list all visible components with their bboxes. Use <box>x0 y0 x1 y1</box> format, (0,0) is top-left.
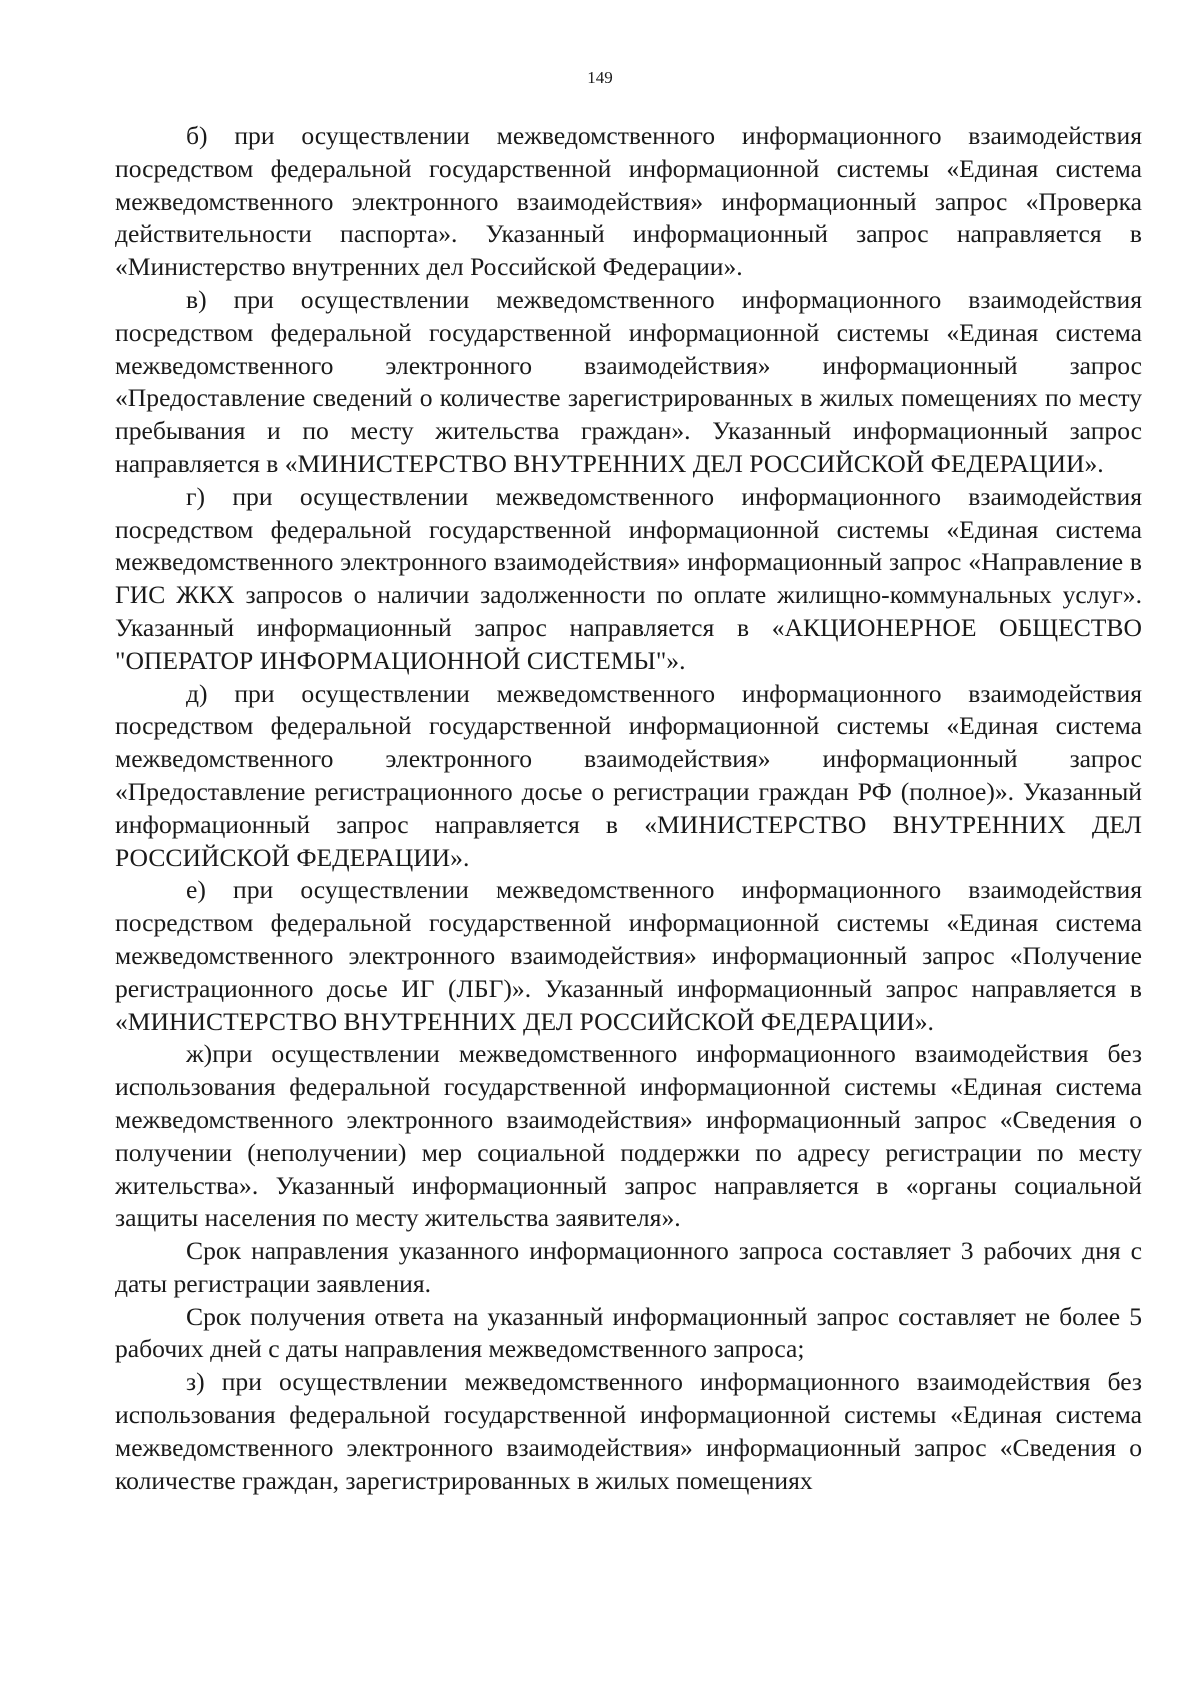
paragraph-d-registration-dossier: д) при осуществлении межведомственного информационного взаимодействия посредством федеральной государственной информационной системы «Единая система межведомственного электронного взаимодействия» информационный запрос «Предоставление регистрационного досье о регистрации граждан РФ (полное)». Указанный информационный запрос направляется в «МИНИСТЕРСТВО ВНУТРЕННИХ ДЕЛ РОССИЙСКОЙ ФЕДЕРАЦИИ». <box>115 678 1142 872</box>
page-number: 149 <box>587 68 613 87</box>
paragraph-b-passport-check: б) при осуществлении межведомственного информационного взаимодействия посредством федеральной государственной информационной системы «Единая система межведомственного электронного взаимодействия» информационный запрос «Проверка действительности паспорта». Указанный информационный запрос направляется в «Министерство внутренних дел Российской Федерации». <box>115 121 1142 282</box>
paragraph-z-residents-count: з) при осуществлении межведомственного информационного взаимодействия без использования федеральной государственной информационной системы «Единая система межведомственного электронного взаимодействия» информационный запрос «Сведения о количестве граждан, зарегистрированных в жилых помещениях <box>115 1367 1142 1495</box>
paragraph-v-registered-count: в) при осуществлении межведомственного информационного взаимодействия посредством федеральной государственной информационной системы «Единая система межведомственного электронного взаимодействия» информационный запрос «Предоставление сведений о количестве зарегистрированных в жилых помещениях по месту пребывания и по месту жительства граждан». Указанный информационный запрос направляется в «МИНИСТЕРСТВО ВНУТРЕННИХ ДЕЛ РОССИЙСКОЙ ФЕДЕРАЦИИ». <box>115 284 1142 478</box>
paragraph-response-deadline: Срок получения ответа на указанный информационный запрос составляет не более 5 рабочих дней с даты направления межведомственного запроса; <box>115 1301 1142 1364</box>
paragraph-g-gis-zhkh: г) при осуществлении межведомственного информационного взаимодействия посредством федеральной государственной информационной системы «Единая система межведомственного электронного взаимодействия» информационный запрос «Направление в ГИС ЖКХ запросов о наличии задолженности по оплате жилищно-коммунальных услуг». Указанный информационный запрос направляется в «АКЦИОНЕРНОЕ ОБЩЕСТВО "ОПЕРАТОР ИНФОРМАЦИОННОЙ СИСТЕМЫ"». <box>115 481 1142 675</box>
paragraph-zh-social-support: ж)при осуществлении межведомственного информационного взаимодействия без использования федеральной государственной информационной системы «Единая система межведомственного электронного взаимодействия» информационный запрос «Сведения о получении (неполучении) мер социальной поддержки по адресу регистрации по месту жительства». Указанный информационный запрос направляется в «органы социальной защиты населения по месту жительства заявителя». <box>115 1039 1142 1233</box>
document-body <box>115 120 1142 1497</box>
paragraph-e-foreign-dossier: е) при осуществлении межведомственного информационного взаимодействия посредством федеральной государственной информационной системы «Единая система межведомственного электронного взаимодействия» информационный запрос «Получение регистрационного досье ИГ (ЛБГ)». Указанный информационный запрос направляется в «МИНИСТЕРСТВО ВНУТРЕННИХ ДЕЛ РОССИЙСКОЙ ФЕДЕРАЦИИ». <box>115 875 1142 1036</box>
paragraph-request-deadline: Срок направления указанного информационного запроса составляет 3 рабочих дня с даты регистрации заявления. <box>115 1236 1142 1298</box>
